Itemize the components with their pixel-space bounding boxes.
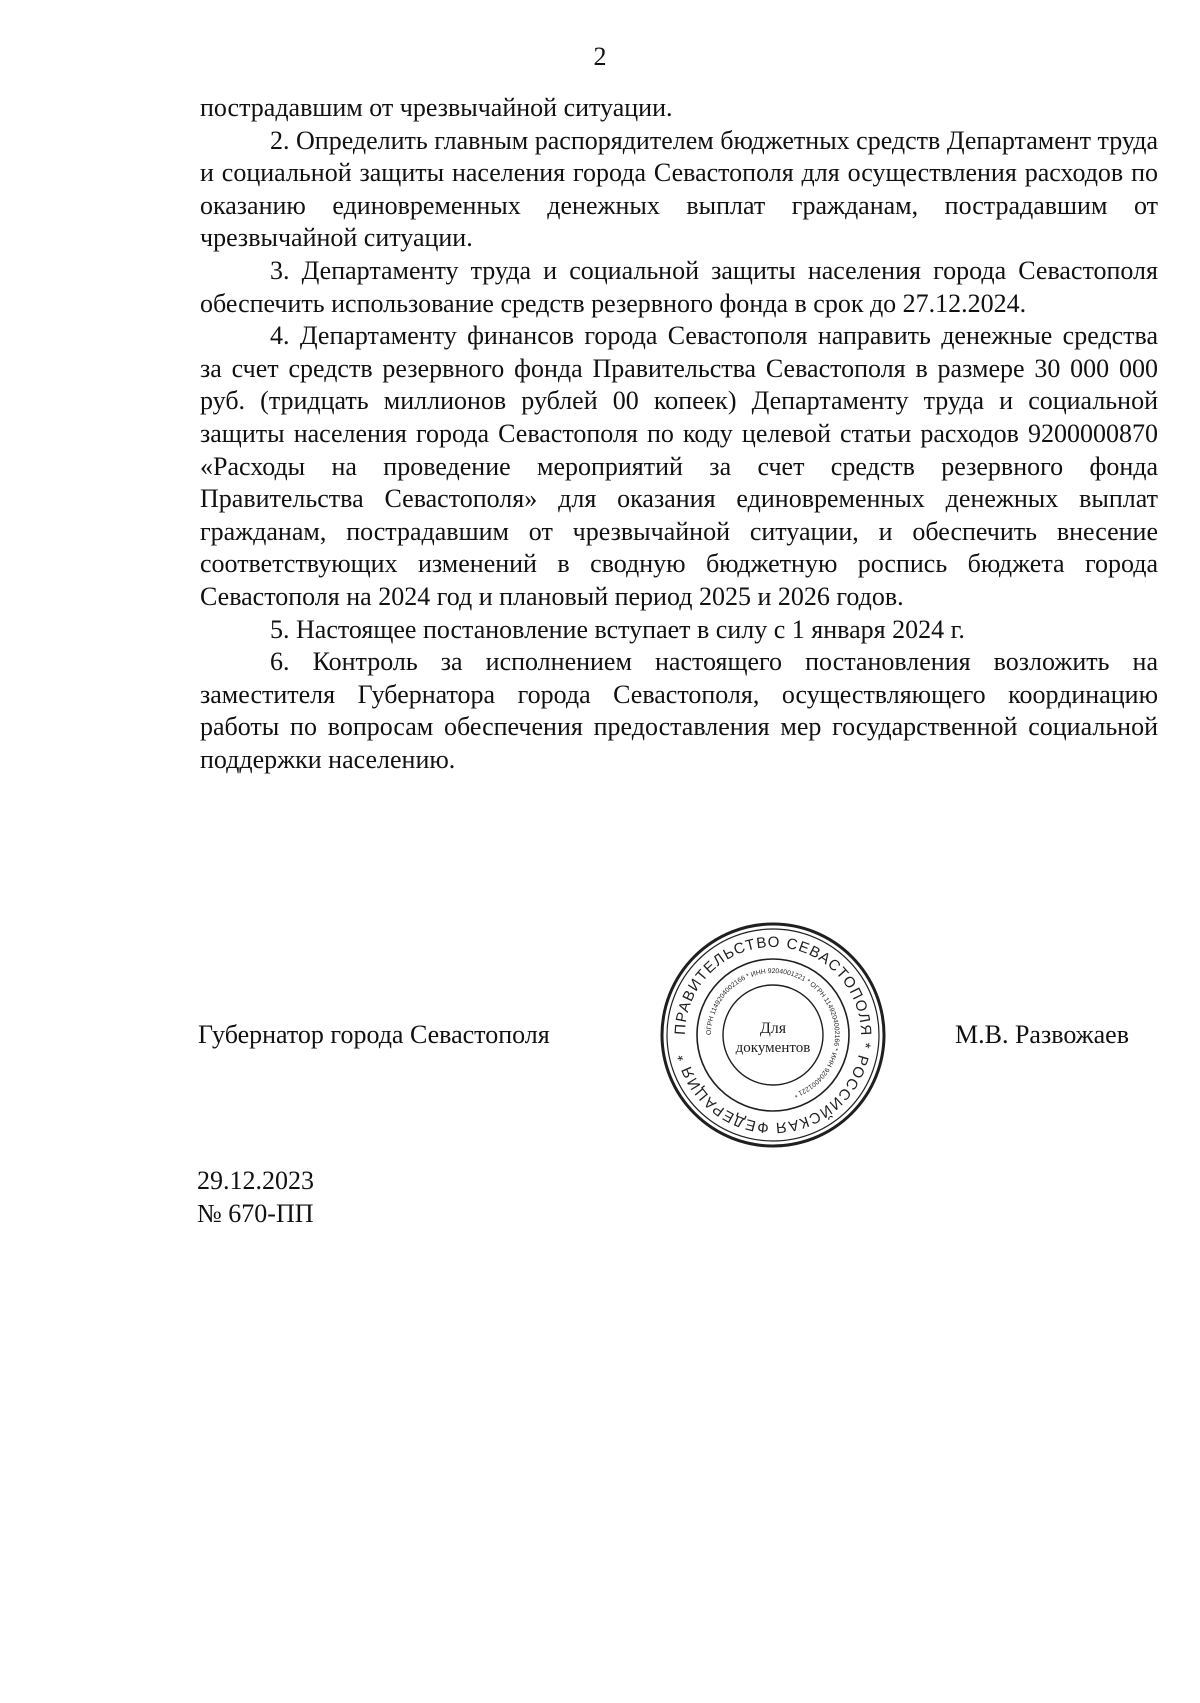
paragraph-4: 4. Департаменту финансов города Севастополя направить денежные средства за счет средств резервного фонда Правительства Севастополя в размере 30 000 000 руб. (тридцать миллионов рублей 00 копеек) Департаменту труда и социальной защиты населения города Севастополя по коду целевой статьи расходов 9200000870 «Расходы на проведение мероприятий за счет средств резервного фонда Правительства Севастополя» для оказания единовременных денежных выплат гражданам, пострадавшим от чрезвычайной ситуации, и обеспечить внесение соответствующих изменений в сводную бюджетную роспись бюджета города Севастополя на 2024 год и плановый период 2025 и 2026 годов. [200, 321, 1158, 611]
paragraph-5: 5. Настоящее постановление вступает в силу с 1 января 2024 г. [270, 614, 965, 644]
paragraph-3: 3. Департаменту труда и социальной защиты населения города Севастополя обеспечить использование средств резервного фонда в срок до 27.12.2024. [200, 255, 1158, 318]
document-body [200, 92, 1158, 776]
page-number: 2 [593, 42, 607, 71]
document-number: № 670-ПП [197, 1199, 314, 1228]
paragraph-2: 2. Определить главным распорядителем бюджетных средств Департамент труда и социальной защиты населения города Севастополя для осуществления расходов по оказанию единовременных денежных выплат гражданам, пострадавшим от чрезвычайной ситуации. [200, 125, 1158, 253]
paragraph-continuation: пострадавшим от чрезвычайной ситуации. [200, 93, 673, 122]
seal-inner-text: ОГРН 1149204002166 * ИНН 9204001221 * ОГРН 1149204002166 * ИНН 9204001221 * [705, 967, 841, 1099]
official-seal [658, 920, 888, 1150]
seal-outer-text: ПРАВИТЕЛЬСТВО СЕВАСТОПОЛЯ * РОССИЙСКАЯ ФЕДЕРАЦИЯ * [671, 933, 875, 1137]
seal-center-line-1: Для [759, 1020, 787, 1037]
seal-center-line-2: документов [735, 1040, 811, 1056]
document-date: 29.12.2023 [197, 1166, 314, 1195]
signatory-name: М.В. Развожаев [955, 1020, 1130, 1049]
signatory-title: Губернатор города Севастополя [198, 1020, 550, 1049]
paragraph-6: 6. Контроль за исполнением настоящего постановления возложить на заместителя Губернатора города Севастополя, осуществляющего координацию работы по вопросам обеспечения предоставления мер государственной социальной поддержки населению. [200, 647, 1158, 774]
